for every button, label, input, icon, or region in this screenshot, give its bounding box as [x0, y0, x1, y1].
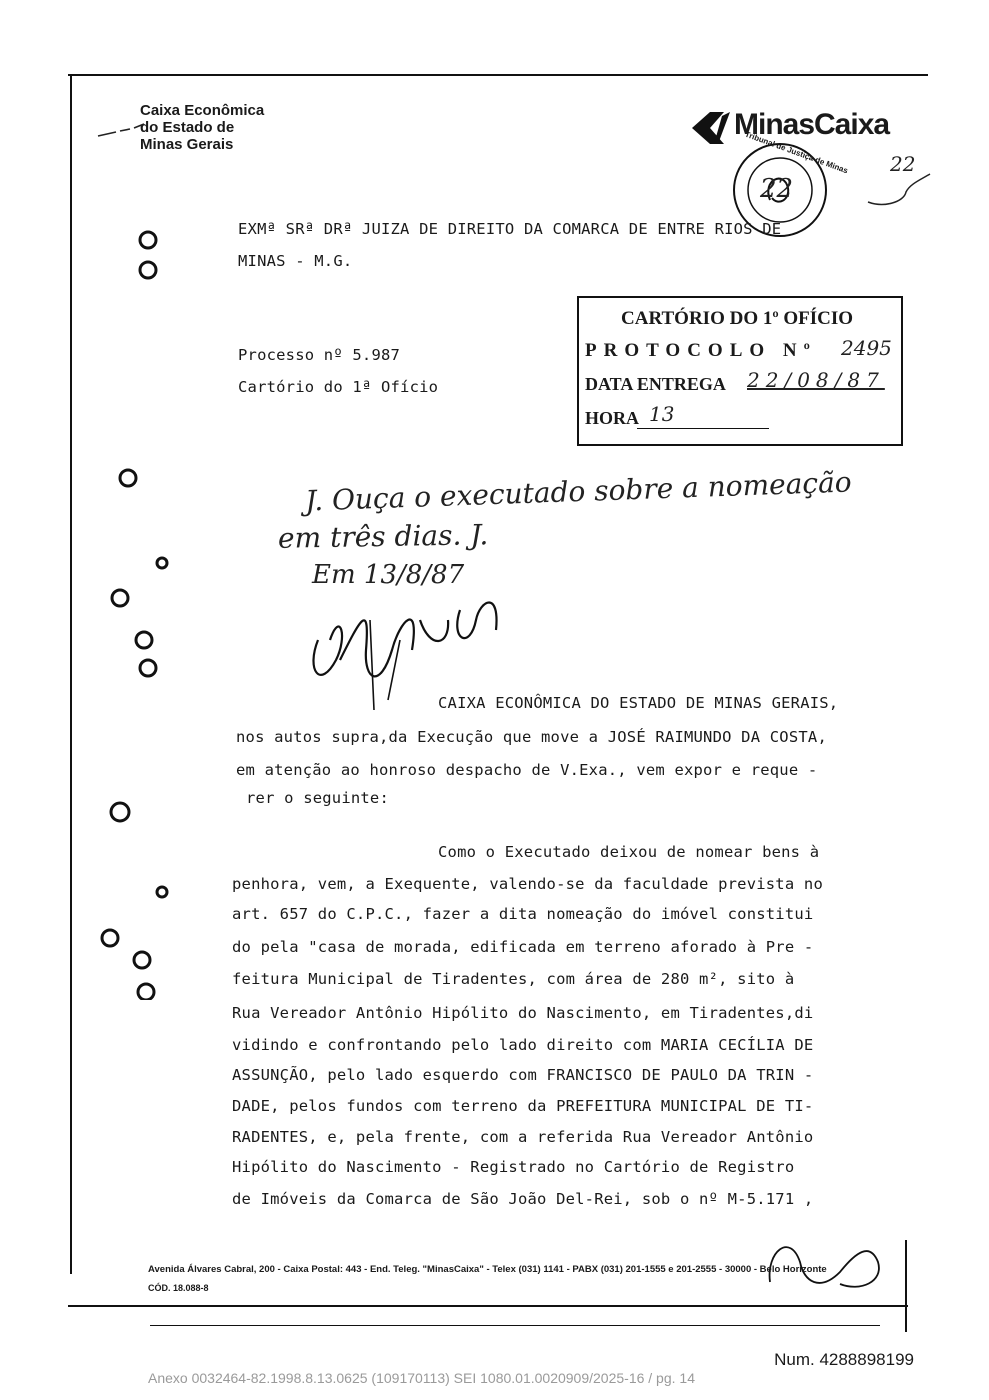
- punch-marks-icon: [90, 220, 180, 1000]
- addressee-line: MINAS - M.G.: [238, 252, 353, 270]
- handwritten-order-line: em três dias. J.: [277, 518, 489, 555]
- right-rule: [905, 1240, 907, 1332]
- footer-code: CÓD. 18.088-8: [148, 1283, 209, 1293]
- body-line: Hipólito do Nascimento - Registrado no Cartório de Registro: [232, 1158, 795, 1176]
- body-line: vidindo e confrontando pelo lado direito com MARIA CECÍLIA DE: [232, 1036, 814, 1054]
- body-line: Como o Executado deixou de nomear bens à: [438, 843, 820, 861]
- body-line: ASSUNÇÃO, pelo lado esquerdo com FRANCISCO DE PAULO DA TRIN -: [232, 1066, 814, 1084]
- body-line: feitura Municipal de Tiradentes, com área de 280 m², sito à: [232, 970, 795, 988]
- bottom-rule-2: [150, 1325, 880, 1326]
- body-line: art. 657 do C.P.C., fazer a dita nomeação do imóvel constitui: [232, 905, 814, 923]
- protocol-stamp: [577, 296, 903, 446]
- bank-name-line: Caixa Econômica: [140, 102, 265, 119]
- bottom-rule: [68, 1305, 908, 1307]
- dash-mark-icon: [96, 120, 148, 140]
- page-mark-flourish-icon: [864, 172, 934, 212]
- handwritten-date: Em 13/8/87: [312, 560, 465, 590]
- annex-reference: Anexo 0032464-82.1998.8.13.0625 (109170113) SEI 1080.01.0020909/2025-16 / pg. 14: [148, 1370, 695, 1386]
- bank-name-line: do Estado de: [140, 119, 235, 136]
- process-office: Cartório do 1ª Ofício: [238, 378, 439, 396]
- body-line: de Imóveis da Comarca de São João Del-Rei, sob o nº M-5.171 ,: [232, 1190, 814, 1208]
- seal-caption: Tribunal de Justiça de Minas: [743, 129, 850, 176]
- seal-number: 22: [760, 174, 794, 204]
- left-rule: [70, 74, 72, 1274]
- bank-name-line: Minas Gerais: [140, 136, 234, 153]
- page-mark: 22: [890, 152, 916, 176]
- body-line: rer o seguinte:: [246, 789, 389, 807]
- handwritten-order-line: J. Ouça o executado sobre a nomeação: [304, 465, 853, 518]
- body-line: penhora, vem, a Exequente, valendo-se da faculdade prevista no: [232, 875, 823, 893]
- body-line: RADENTES, e, pela frente, com a referida Rua Vereador Antônio: [232, 1128, 814, 1146]
- process-number: Processo nº 5.987: [238, 346, 401, 364]
- bank-logo-text: [140, 102, 264, 153]
- top-rule: [68, 74, 928, 76]
- initials-signature-icon: [760, 1222, 890, 1302]
- stamp-time-underline: [637, 428, 769, 429]
- body-line: DADE, pelos fundos com terreno da PREFEITURA MUNICIPAL DE TI-: [232, 1097, 814, 1115]
- stamp-title: CARTÓRIO DO 1º OFÍCIO: [621, 308, 854, 329]
- stamp-protocol-value: 2495: [841, 336, 892, 360]
- addressee-line: EXMª SRª DRª JUIZA DE DIREITO DA COMARCA DE ENTRE RIOS DE: [238, 220, 782, 238]
- body-line: CAIXA ECONÔMICA DO ESTADO DE MINAS GERAIS,: [438, 694, 839, 712]
- document-number: Num. 4288898199: [774, 1350, 914, 1369]
- body-line: Rua Vereador Antônio Hipólito do Nascimento, em Tiradentes,di: [232, 1004, 814, 1022]
- body-line: nos autos supra,da Execução que move a JOSÉ RAIMUNDO DA COSTA,: [236, 728, 827, 746]
- stamp-date-label: DATA ENTREGA: [585, 374, 726, 394]
- brand-name: MinasCaixa: [734, 108, 890, 141]
- body-line: em atenção ao honroso despacho de V.Exa., vem expor e reque -: [236, 761, 818, 779]
- stamp-protocol-label: PROTOCOLO Nº: [585, 340, 817, 361]
- footer-address: Avenida Álvares Cabral, 200 - Caixa Postal: 443 - End. Teleg. "MinasCaixa" - Telex (031) 1141 - PABX (031) 201-1555 e 201-2555 - 30000 - Belo Horizonte: [148, 1264, 827, 1275]
- stamp-time-label: HORA: [585, 408, 639, 428]
- stamp-time-value: 13: [649, 402, 675, 426]
- stamp-date-value: 22/08/87: [747, 368, 885, 392]
- body-line: do pela "casa de morada, edificada em terreno aforado à Pre -: [232, 938, 814, 956]
